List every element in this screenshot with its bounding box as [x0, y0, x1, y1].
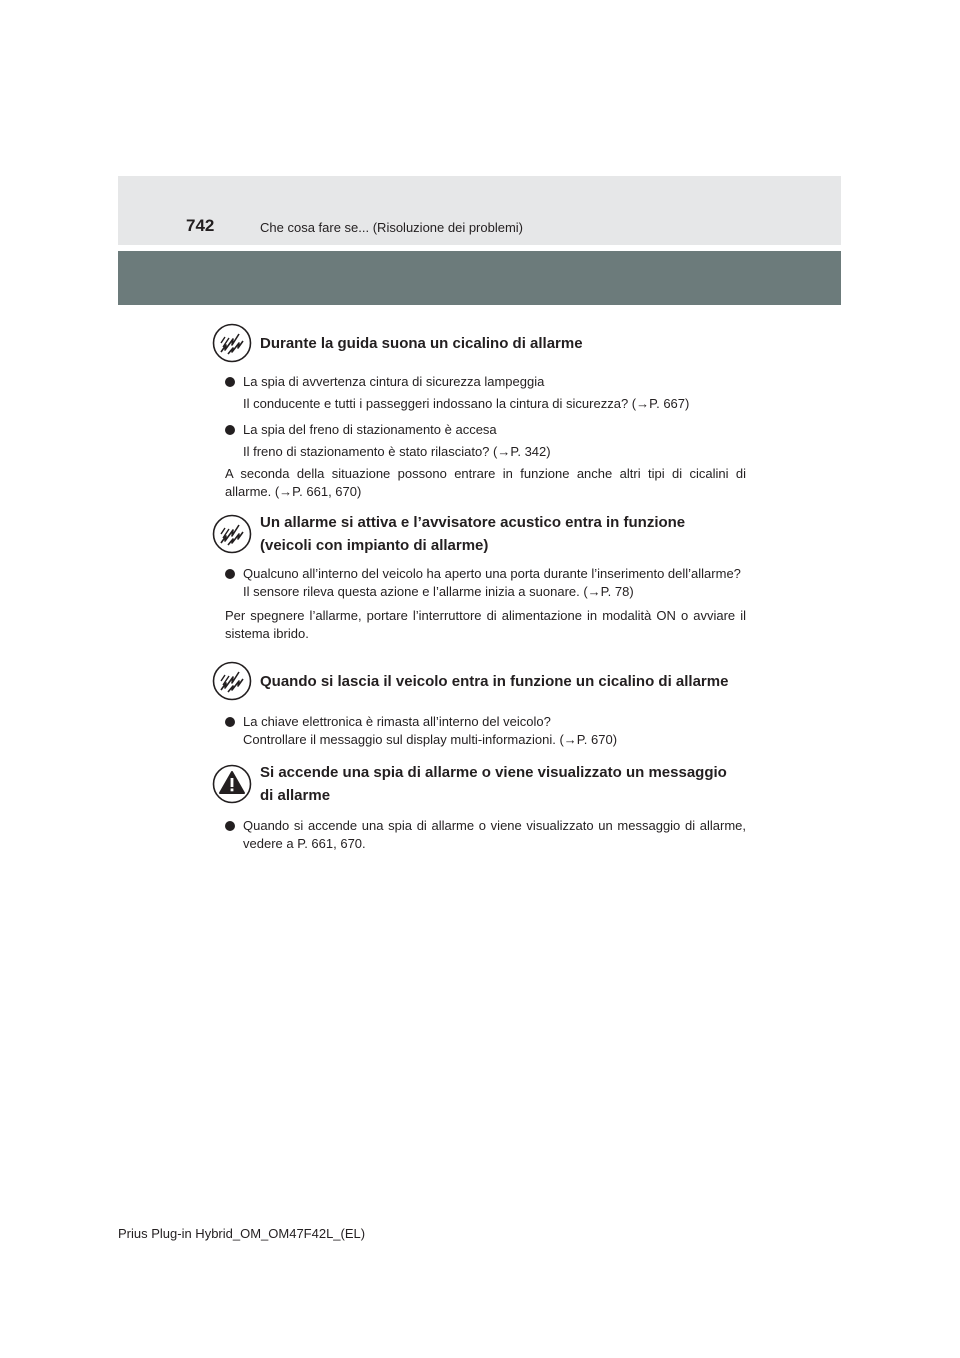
bullet-subtext: Il freno di stazionamento è stato rilasciato? (→P. 342) — [243, 444, 551, 459]
section-header — [212, 659, 746, 703]
section-warning-light — [212, 761, 746, 853]
bullet-text: Qualcuno all’interno del veicolo ha aperto una porta durante l’inserimento dell’allarme? — [243, 566, 741, 581]
bullet-subtext: Il sensore rileva questa azione e l’allarme inizia a suonare. (→P. 78) — [243, 584, 634, 599]
bullet-text: La chiave elettronica è rimasta all’interno del veicolo? — [243, 714, 551, 729]
header-section-band — [118, 251, 841, 305]
section-title-line: Un allarme si attiva e l’avvisatore acustico entra in funzione — [260, 514, 686, 531]
list-item — [212, 421, 746, 461]
warning-icon — [212, 764, 252, 804]
section-title — [260, 511, 685, 557]
bullet-text: La spia di avvertenza cintura di sicurezza lampeggia — [243, 374, 545, 389]
section-title: Quando si lascia il veicolo entra in funzione un cicalino di allarme — [260, 672, 729, 690]
list-item — [212, 373, 746, 413]
section-header — [212, 321, 746, 365]
section-title-line: di allarme — [260, 787, 331, 804]
list-item — [212, 713, 746, 749]
lightning-icon — [212, 514, 252, 554]
lightning-icon — [212, 661, 252, 701]
section-header — [212, 761, 746, 807]
bullet-dot — [225, 425, 235, 435]
list-item — [212, 565, 746, 601]
bullet-dot — [225, 717, 235, 727]
footer-doc-code: Prius Plug-in Hybrid_OM_OM47F42L_(EL) — [118, 1226, 366, 1241]
page-content — [212, 320, 746, 853]
section-driving-buzzer — [212, 321, 746, 501]
chapter-title: Che cosa fare se... (Risoluzione dei problemi) — [260, 220, 524, 235]
bullet-text: Quando si accende una spia di allarme o viene visualizzato un messaggio di allarme, vedere a P. 661, 670. — [243, 818, 746, 851]
section-title: Durante la guida suona un cicalino di allarme — [260, 334, 583, 352]
list-item — [212, 817, 746, 853]
lightning-icon — [212, 323, 252, 363]
page-number: 742 — [186, 216, 215, 235]
bullet-subtext: Controllare il messaggio sul display multi-informazioni. (→P. 670) — [243, 732, 618, 747]
bullet-subtext: Il conducente e tutti i passeggeri indossano la cintura di sicurezza? (→P. 667) — [243, 396, 690, 411]
section-header — [212, 511, 746, 557]
bullet-text: La spia del freno di stazionamento è accesa — [243, 422, 497, 437]
section-paragraph: Per spegnere l’allarme, portare l’interruttore di alimentazione in modalità ON o avviare il sistema ibrido. — [225, 608, 746, 641]
bullet-dot — [225, 569, 235, 579]
section-title-line: (veicoli con impianto di allarme) — [260, 537, 489, 554]
bullet-dot — [225, 377, 235, 387]
bullet-dot — [225, 821, 235, 831]
section-alarm-horn — [212, 511, 746, 643]
section-title — [260, 761, 727, 807]
section-leaving-vehicle — [212, 659, 746, 749]
section-paragraph: A seconda della situazione possono entrare in funzione anche altri tipi di cicalini di allarme. (→P. 661, 670) — [225, 466, 746, 499]
section-title-line: Si accende una spia di allarme o viene visualizzato un messaggio — [260, 764, 727, 781]
